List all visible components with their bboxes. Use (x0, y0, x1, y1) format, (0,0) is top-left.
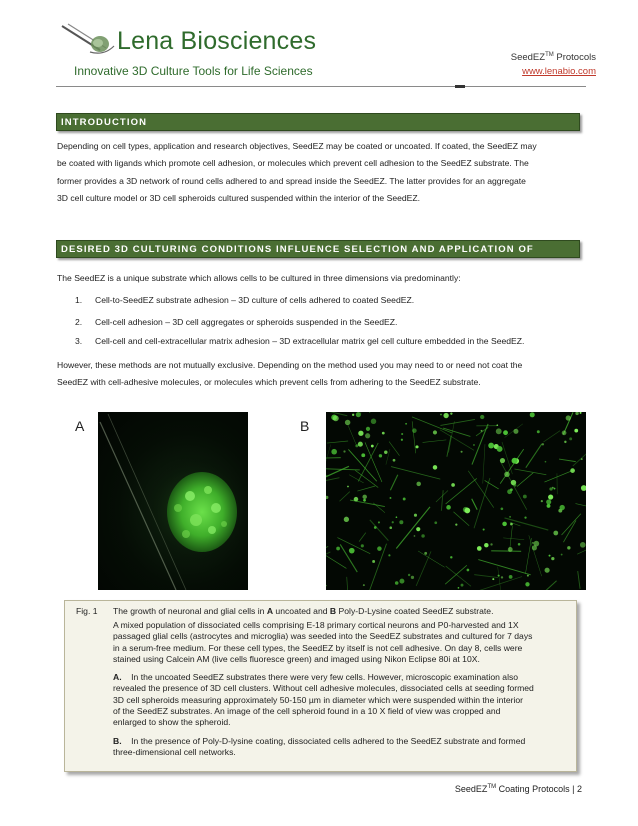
cell-texture (343, 450, 345, 452)
neurite-texture (369, 412, 399, 413)
list-item: 1. Cell-to-SeedEZ substrate adhesion – 3D culture of cells adhered to coated SeedEZ. (75, 295, 415, 305)
cell-texture (377, 546, 382, 551)
cell-texture (371, 419, 376, 424)
cell-texture (581, 458, 583, 460)
cell-texture (388, 554, 390, 556)
cell-texture (547, 504, 551, 508)
cell-texture (512, 458, 518, 464)
neurite-texture (326, 445, 331, 498)
header-divider-accent (455, 85, 465, 88)
neurite-texture (389, 442, 399, 456)
neurite-texture (517, 473, 533, 487)
neurite-texture (483, 444, 485, 483)
cell-texture (443, 413, 448, 418)
cell-texture (389, 526, 392, 529)
website-link[interactable]: www.lenabio.com (522, 66, 596, 77)
cell-texture (575, 412, 578, 415)
neurite-texture (340, 544, 357, 572)
cell-texture (562, 431, 567, 436)
cell-texture (361, 453, 365, 457)
cell-texture (473, 444, 475, 446)
cell-texture (372, 560, 375, 563)
cell-texture (523, 495, 527, 499)
neurite-texture (441, 490, 443, 511)
neurite-texture (501, 462, 527, 510)
cell-texture (527, 575, 529, 577)
cell-texture (361, 544, 364, 547)
neurite-texture (468, 471, 493, 508)
cell-texture (333, 415, 339, 421)
cell-texture (424, 552, 427, 555)
cell-texture (450, 412, 452, 414)
neurite-texture (348, 424, 357, 446)
cell-texture (433, 430, 437, 434)
cell-texture (561, 554, 563, 556)
neurite-texture (423, 440, 447, 443)
cell-texture (378, 521, 380, 523)
cell-texture (403, 498, 406, 501)
cell-texture (510, 488, 513, 491)
neurite-texture (518, 581, 557, 590)
neurite-texture (447, 436, 451, 457)
cell-texture (481, 430, 483, 432)
cell-texture (440, 414, 442, 416)
cell-texture (336, 547, 340, 551)
cell-texture (564, 441, 566, 443)
cell-texture (461, 451, 463, 453)
cell-texture (501, 576, 503, 578)
micrograph-a-spheroid (98, 412, 248, 590)
cell-texture (514, 484, 517, 487)
cell-texture (480, 415, 484, 419)
cell-texture (488, 443, 494, 449)
neurite-texture (500, 449, 523, 483)
cell-texture (362, 495, 366, 499)
cell-texture (401, 439, 403, 441)
header-divider (56, 86, 586, 87)
cell-texture (365, 433, 370, 438)
list-item: 3. Cell-cell and cell-extracellular matrix adhesion – 3D extracellular matrix gel cell culture embedded in the SeedEZ. (75, 336, 525, 346)
cell-texture (382, 432, 385, 435)
cell-texture (580, 412, 582, 414)
neurite-texture (390, 475, 397, 490)
cell-texture (401, 433, 403, 435)
cell-texture (509, 575, 513, 579)
neurite-texture (418, 551, 445, 567)
cell-texture (581, 485, 586, 491)
cell-texture (326, 496, 328, 499)
cell-texture (569, 437, 572, 440)
neurite-texture (472, 499, 477, 510)
figure-label-b: B (300, 418, 310, 434)
neurite-texture (340, 492, 350, 502)
cell-texture (464, 508, 470, 514)
neurite-texture (543, 431, 560, 442)
neurite-texture (514, 469, 546, 475)
cell-texture (416, 445, 419, 448)
cell-texture (553, 531, 558, 536)
cell-texture (537, 430, 540, 433)
cell-texture (374, 526, 377, 529)
cell-texture (496, 424, 498, 426)
cell-texture (525, 582, 529, 586)
cell-texture (551, 557, 554, 560)
cell-texture (344, 517, 349, 522)
cell-texture (566, 415, 571, 420)
cell-texture (570, 468, 575, 473)
cell-texture (503, 430, 508, 435)
cell-texture (498, 575, 500, 577)
cell-texture (356, 412, 361, 417)
figure-title: The growth of neuronal and glial cells in A uncoated and B Poly-D-Lysine coated SeedEZ substrate. (113, 606, 494, 616)
cell-texture (574, 429, 578, 433)
cell-texture (358, 442, 363, 447)
cell-texture (416, 482, 421, 487)
introduction-paragraph: Depending on cell types, application and research objectives, SeedEZ may be coated or uncoated. If coated, the SeedEZ may be coated with ligands which promote cell adhesion, or molecules which prevent cell adhesion to the SeedEZ substrate. The former provides a 3D network of round cells adhered to and spread inside the SeedEZ. The latter provides for an aggregate 3D cell culture model or 3D cell spheroids cultured suspended within the interior of the SeedEZ. (57, 141, 537, 203)
cell-texture (500, 458, 505, 463)
cell-texture (458, 587, 460, 589)
neurite-texture (502, 442, 512, 474)
micrograph-b-networks (326, 412, 586, 590)
neurite-texture (326, 458, 341, 459)
neurite-texture (559, 459, 576, 462)
cell-texture (546, 499, 551, 504)
cell-texture (371, 445, 374, 448)
cell-texture (331, 449, 337, 455)
neurite-texture (326, 478, 339, 489)
neurite-texture (562, 514, 581, 535)
cell-texture (567, 546, 570, 549)
conditions-closing-paragraph: However, these methods are not mutually exclusive. Depending on the method used you may need to or need not coat the SeedEZ with cell-adhesive molecules, or molecules which prevent cells from adhering to the SeedEZ substrate. (57, 360, 523, 388)
cell-texture (411, 576, 414, 579)
neurite-texture (369, 544, 386, 590)
cell-texture (549, 555, 551, 557)
list-item: 2. Cell-cell adhesion – 3D cell aggregates or spheroids suspended in the SeedEZ. (75, 317, 398, 327)
cell-texture (392, 521, 394, 523)
brand-name: Lena Biosciences (117, 27, 317, 55)
cell-texture (492, 578, 494, 580)
cell-texture (414, 535, 416, 537)
neurite-texture (326, 553, 346, 568)
cell-texture (405, 423, 407, 425)
neurite-texture (327, 441, 348, 443)
neurite-texture (412, 417, 452, 433)
page-footer: SeedEZ™ Coating Protocols | 2 (454, 784, 582, 794)
neurite-texture (526, 444, 542, 468)
cell-texture (490, 543, 492, 545)
neurite-texture (357, 486, 375, 491)
cell-texture (477, 546, 482, 551)
neurite-texture (478, 560, 530, 575)
cell-texture (390, 497, 392, 499)
section-title-conditions: DESIRED 3D CULTURING CONDITIONS INFLUENCE SELECTION AND APPLICATION OF COATINGS (56, 240, 580, 258)
cell-texture (399, 520, 403, 524)
neurite-texture (412, 421, 416, 453)
neurite-texture (503, 538, 524, 540)
header-protocols: SeedEZ™ Protocols (510, 52, 596, 64)
section-title-introduction: INTRODUCTION (56, 113, 580, 131)
cell-texture (412, 428, 417, 433)
cell-texture (504, 472, 509, 477)
cell-texture (510, 523, 513, 526)
cell-texture (542, 443, 544, 445)
cell-texture (408, 574, 410, 576)
cell-texture (509, 516, 511, 518)
cell-texture (530, 412, 535, 417)
neurite-texture (440, 419, 474, 425)
cell-texture (541, 500, 543, 502)
conditions-intro: The SeedEZ is a unique substrate which allows cells to be cultured in three dimensions via predominantly: (57, 273, 461, 283)
cell-texture (549, 487, 552, 490)
cell-texture (384, 450, 387, 453)
cell-texture (534, 541, 540, 547)
cell-texture (451, 483, 455, 487)
cell-texture (421, 534, 424, 537)
cell-texture (554, 488, 556, 490)
neurite-texture (396, 507, 430, 549)
figure-label-a: A (75, 418, 85, 434)
cell-texture (379, 454, 382, 457)
neurite-texture (391, 467, 440, 480)
cell-texture (450, 556, 452, 558)
cell-texture (358, 431, 363, 436)
cell-texture (502, 522, 507, 527)
neurite-texture (575, 504, 586, 510)
cell-texture (580, 542, 586, 548)
neurite-texture (358, 443, 378, 482)
neurite-texture (474, 478, 490, 528)
cell-texture (345, 420, 350, 425)
tagline: Innovative 3D Culture Tools for Life Sciences (74, 64, 313, 78)
figure-note-b: B. In the presence of Poly-D-lysine coating, dissociated cells adhered to the SeedEZ substrate and formed three-dimensional cell networks. (113, 736, 526, 758)
cell-texture (501, 507, 504, 510)
cell-texture (545, 568, 550, 573)
neurite-texture (525, 538, 531, 574)
cell-texture (349, 548, 355, 554)
cell-texture (399, 579, 404, 584)
neurite-texture (544, 470, 574, 482)
cell-texture (455, 523, 457, 525)
figure-body: A mixed population of dissociated cells comprising E-18 primary cortical neurons and P0-harvested and 1X passaged glial cells (astrocytes and microglia) was seeded into the SeedEZ substrates and cultured for 7 days in a serum-free medium. For these cell types, the SeedEZ by itself is not cell adhesive. On day 8, cells were stained using Calcein AM (live cells fluoresce green) and imaged using Nikon Eclipse 80i at 10X. (113, 620, 533, 664)
cell-texture (483, 528, 485, 530)
cell-texture (484, 543, 488, 547)
cell-texture (352, 414, 354, 416)
neurite-texture (347, 577, 351, 590)
cell-texture (363, 499, 366, 502)
cell-texture (414, 514, 417, 517)
neurite-texture (326, 571, 327, 586)
neurite-texture (498, 567, 504, 590)
cell-texture (366, 427, 370, 431)
cell-texture (560, 505, 565, 510)
lena-logo-icon (60, 22, 116, 56)
neurite-texture (416, 551, 431, 586)
cell-texture (518, 543, 521, 546)
cell-texture (467, 569, 470, 572)
cell-texture (513, 429, 518, 434)
cell-texture (355, 444, 358, 447)
cell-texture (393, 459, 396, 462)
cell-texture (416, 527, 420, 531)
cell-texture (496, 428, 502, 434)
cell-texture (396, 516, 398, 518)
cell-texture (347, 486, 349, 488)
cell-texture (446, 505, 451, 510)
neurite-texture (326, 412, 347, 416)
neurite-texture (326, 552, 330, 570)
cell-texture (532, 542, 534, 544)
cell-texture (433, 465, 437, 469)
cell-texture (545, 461, 547, 463)
neurite-texture (474, 575, 498, 578)
neurite-texture (573, 439, 586, 466)
cell-texture (461, 584, 464, 587)
figure-number: Fig. 1 (76, 606, 98, 616)
cell-texture (354, 497, 359, 502)
neurite-texture (359, 533, 366, 542)
cell-texture (508, 547, 513, 552)
neurite-texture (326, 461, 328, 476)
cell-texture (363, 584, 365, 586)
cell-texture (497, 446, 503, 452)
cell-texture (434, 521, 437, 524)
neurite-texture (365, 442, 382, 482)
neurite-texture (443, 428, 470, 436)
cell-texture (548, 494, 553, 499)
figure-note-a: A. In the uncoated SeedEZ substrates there were very few cells. However, microscopic examination also revealed the presence of 3D cell clusters. Without cell adhesive molecules, dissociated cells at seeding formed 3D cell spheroids measuring approximately 50-150 µm in diameter which were suspended within the interior of the SeedEZ substrates. An image of the cell spheroid found in a 10 X field of view was cropped and enlarged to show the spheroid. (113, 672, 534, 728)
cell-texture (395, 581, 399, 585)
neurite-texture (476, 577, 522, 590)
neurite-texture (578, 571, 580, 589)
cell-texture (524, 517, 526, 519)
